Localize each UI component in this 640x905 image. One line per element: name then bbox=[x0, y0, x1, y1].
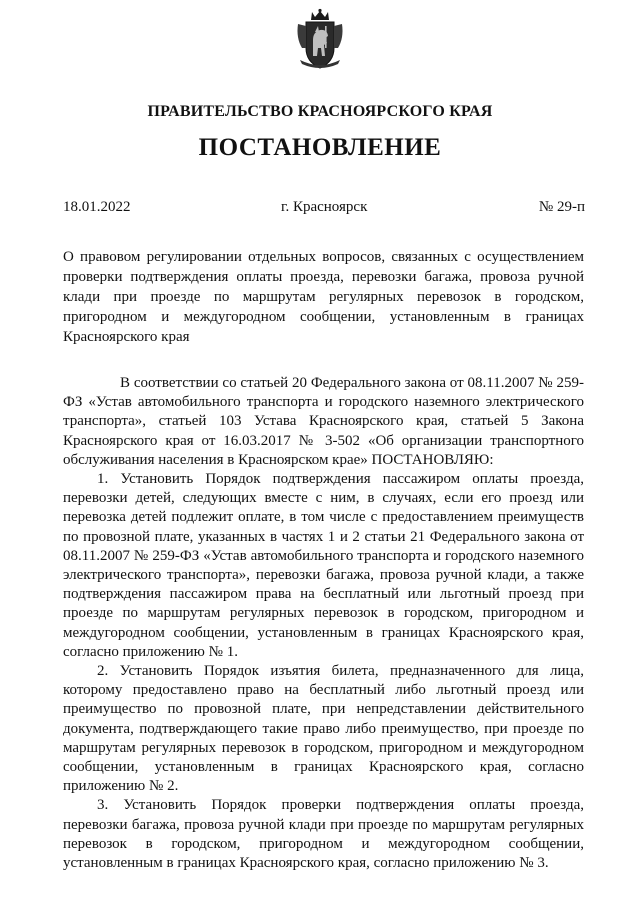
document-body bbox=[63, 374, 584, 873]
paragraph-item-2: 2. Установить Порядок изъятия билета, предназначенного для лица, которому предоставлено право на бесплатный либо льготный проезд или преимущество по провозной плате, при непредставлении действительного документа, подтверждающего такие право либо преимущество, при проезде по маршрутам регулярных перевозок в городском, пригородном и междугородном сообщении, установленным в границах Красноярского края, согласно приложению № 2. bbox=[63, 663, 584, 795]
document-date: 18.01.2022 bbox=[63, 199, 131, 215]
document-type: ПОСТАНОВЛЕНИЕ bbox=[198, 134, 442, 161]
government-title: ПРАВИТЕЛЬСТВО КРАСНОЯРСКОГО КРАЯ bbox=[147, 103, 493, 120]
document-city: г. Красноярск bbox=[281, 199, 368, 215]
paragraph-item-3: 3. Установить Порядок проверки подтверждения оплаты проезда, перевозки багажа, провоза ручной клади при проезде по маршрутам регулярных перевозок в городском, пригородном и междугородном сообщении, установленным в границах Красноярского края, согласно приложению № 3. bbox=[63, 797, 584, 872]
document-number: № 29-п bbox=[538, 199, 585, 215]
paragraph-item-1: 1. Установить Порядок подтверждения пассажиром оплаты проезда, перевозки детей, следующих вместе с ним, в случаях, если его проезд или перевозка детей подлежит оплате, в том числе с предоставлением преимуществ по провозной плате, указанных в частях 1 и 2 статьи 21 Федерального закона от 08.11.2007 № 259-ФЗ «Устав автомобильного транспорта и городского наземного электрического транспорта», перевозки багажа, провоза ручной клади, а также подтверждения пассажиром права на бесплатный или льготный проезд при проезде по маршрутам регулярных перевозок в городском, пригородном и междугородном сообщении, установленным в границах Красноярского края, согласно приложению № 1. bbox=[63, 471, 584, 660]
document-subject: О правовом регулировании отдельных вопросов, связанных с осуществлением проверки подтверждения оплаты проезда, перевозки багажа, провоза ручной клади при проезде по маршрутам регулярных перевозок в городском, пригородном и междугородном сообщении, установленным в границах Красноярского края bbox=[63, 249, 584, 345]
preamble: В соответствии со статьей 20 Федерального закона от 08.11.2007 № 259-ФЗ «Устав автомобильного транспорта и городского наземного электрического транспорта», статьей 103 Устава Красноярского края, статьей 5 Закона Красноярского края от 16.03.2017 № 3-502 «Об организации транспортного обслуживания населения в Красноярском крае» ПОСТАНОВЛЯЮ: bbox=[63, 375, 584, 468]
coat-of-arms-icon bbox=[294, 8, 346, 70]
document-meta bbox=[63, 199, 585, 219]
